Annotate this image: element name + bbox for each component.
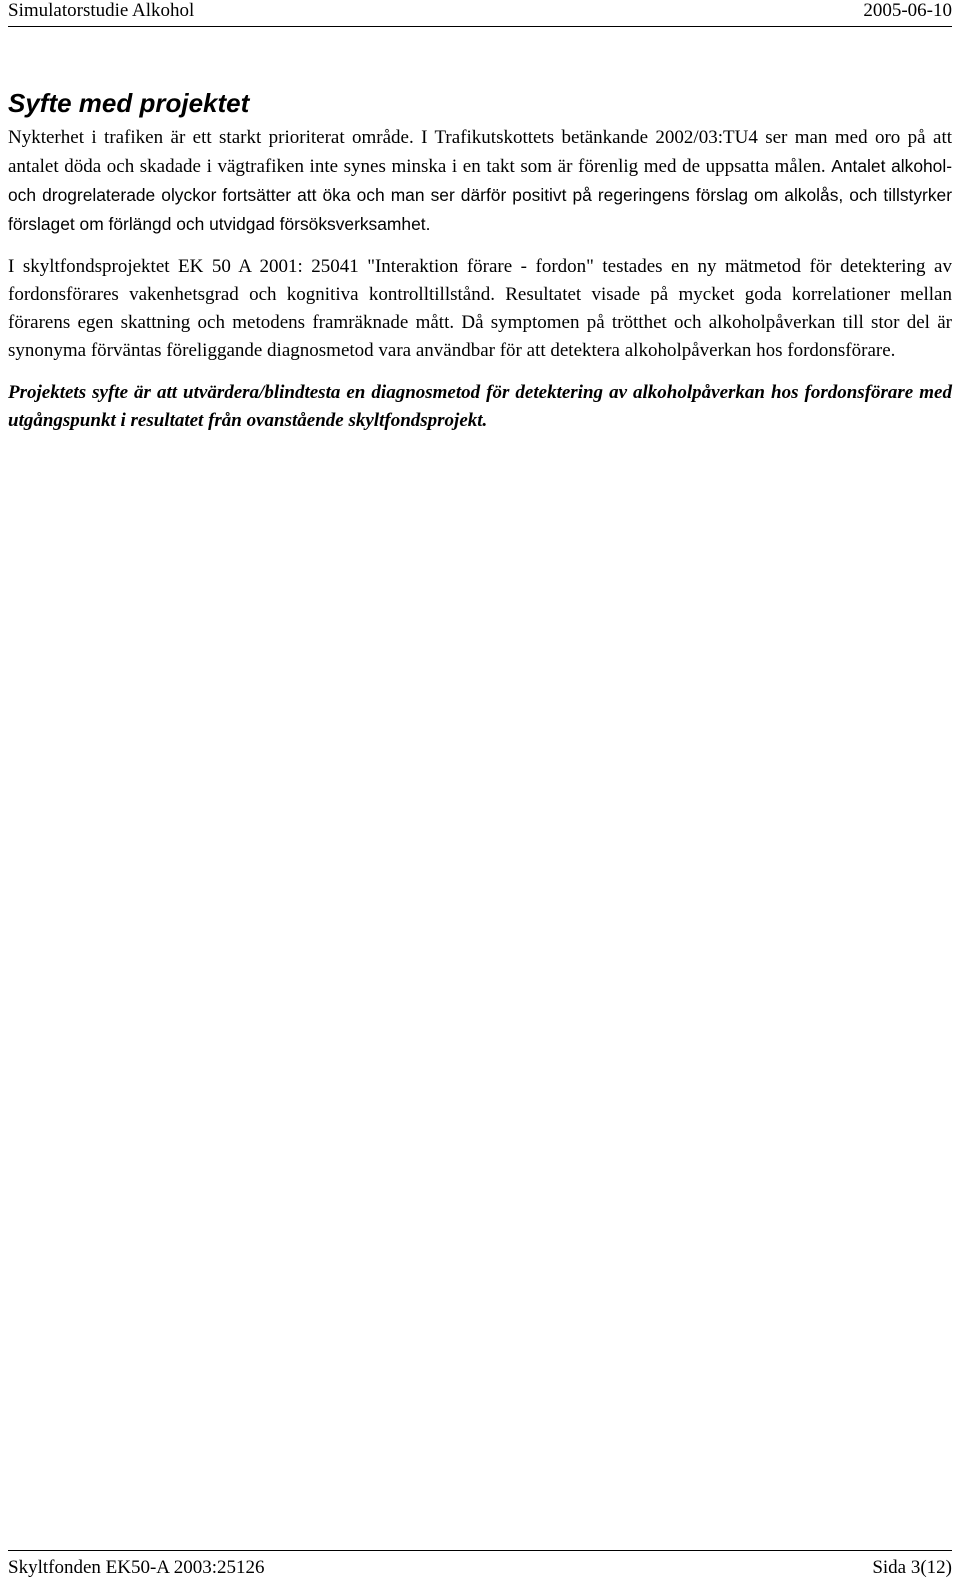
paragraph-project-purpose: Projektets syfte är att utvärdera/blindtesta en diagnosmetod för detektering av alkoholpåverkan hos fordonsförare med utgångspunkt i resultatet från ovanstående skyltfondsprojekt.	[8, 382, 952, 431]
footer-page-number: Sida 3(12)	[872, 1557, 952, 1578]
running-footer	[8, 1550, 952, 1579]
running-header	[8, 0, 952, 27]
header-date: 2005-06-10	[863, 0, 952, 21]
paragraph-previous-project: I skyltfondsprojektet EK 50 A 2001: 25041 "Interaktion förare - fordon" testades en ny mätmetod för detektering av fordonsförares vakenhetsgrad och kognitiva kontrolltillstånd. Resultatet visade på mycket goda korrelationer mellan förarens egen skattning och metodens framräknade mått. Då symptomen på trötthet och alkoholpåverkan till stor del är synonyma förväntas föreliggande diagnosmetod vara användbar för att detektera alkoholpåverkan hos fordonsförare.	[8, 256, 952, 361]
page-content	[8, 88, 952, 449]
section-heading: Syfte med projektet	[8, 88, 250, 118]
paragraph-background-part2: Antalet alkohol- och drogrelaterade olyckor fortsätter att öka och man ser därför positivt på regeringens förslag om alkolås, och tillstyrker förslaget om förlängd och utvidgad försöksverksamhet.	[8, 156, 952, 234]
header-document-title: Simulatorstudie Alkohol	[8, 0, 195, 21]
footer-project-reference: Skyltfonden EK50-A 2003:25126	[8, 1557, 265, 1578]
paragraph-background-part1: Nykterhet i trafiken är ett starkt prioriterat område. I Trafikutskottets betänkande 2002/03:TU4 ser man med oro på att antalet döda och skadade i vägtrafiken inte synes minska i en takt som är förenlig med de uppsatta målen.	[8, 127, 952, 177]
paragraph-background	[8, 124, 952, 239]
